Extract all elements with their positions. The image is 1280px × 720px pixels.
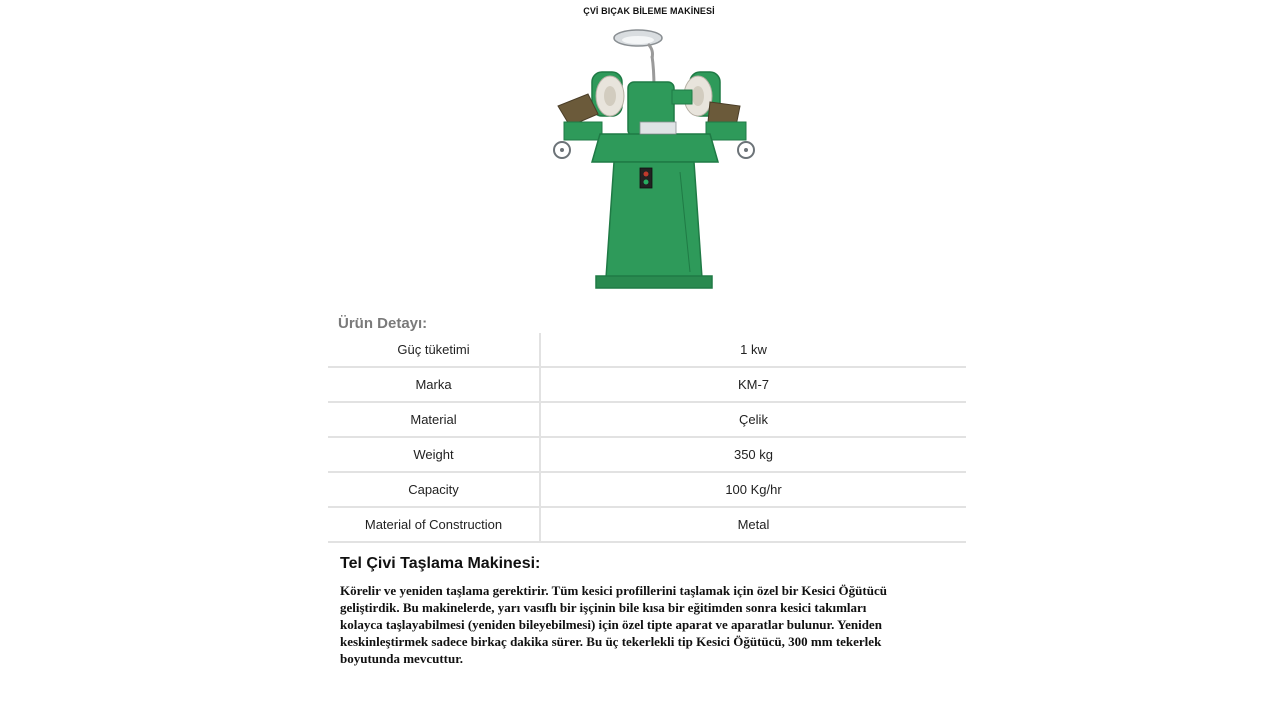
table-row (328, 437, 966, 472)
spec-value: 1 kw (540, 333, 966, 367)
description-line: Körelir ve yeniden taşlama gerektirir. Tüm kesici profillerini taşlamak için özel bir Kesici Öğütücü (340, 583, 887, 598)
spec-value: Çelik (540, 402, 966, 437)
spec-value: 100 Kg/hr (540, 472, 966, 507)
table-row (328, 402, 966, 437)
description-line: boyutunda mevcuttur. (340, 651, 464, 666)
description-line: geliştirdik. Bu makinelerde, yarı vasıflı bir işçinin bile kısa bir eğitimden sonra kesici takımları (340, 600, 867, 615)
description-line: kolayca taşlayabilmesi (yeniden bileyebilmesi) için özel tipte aparat ve aparatlar bulunur. Yeniden (340, 617, 882, 632)
description-line: keskinleştirmek sadece birkaç dakika sürer. Bu üç tekerlekli tip Kesici Öğütücü, 300 mm tekerlek (340, 634, 882, 649)
page-title: ÇVİ BIÇAK BİLEME MAKİNESİ (583, 6, 715, 16)
table-row (328, 472, 966, 507)
spec-value: 350 kg (540, 437, 966, 472)
product-details-heading: Ürün Detayı: (338, 315, 428, 332)
spec-label: Material of Construction (328, 507, 540, 542)
spec-table (328, 333, 966, 543)
grinding-machine-image (540, 22, 770, 302)
description-heading: Tel Çivi Taşlama Makinesi: (340, 555, 541, 572)
spec-label: Material (328, 402, 540, 437)
spec-label: Weight (328, 437, 540, 472)
table-row (328, 333, 966, 367)
table-row (328, 507, 966, 542)
description-paragraph (340, 582, 980, 667)
spec-label: Güç tüketimi (328, 333, 540, 367)
spec-label: Marka (328, 367, 540, 402)
spec-value: KM-7 (540, 367, 966, 402)
spec-label: Capacity (328, 472, 540, 507)
spec-value: Metal (540, 507, 966, 542)
table-row (328, 367, 966, 402)
